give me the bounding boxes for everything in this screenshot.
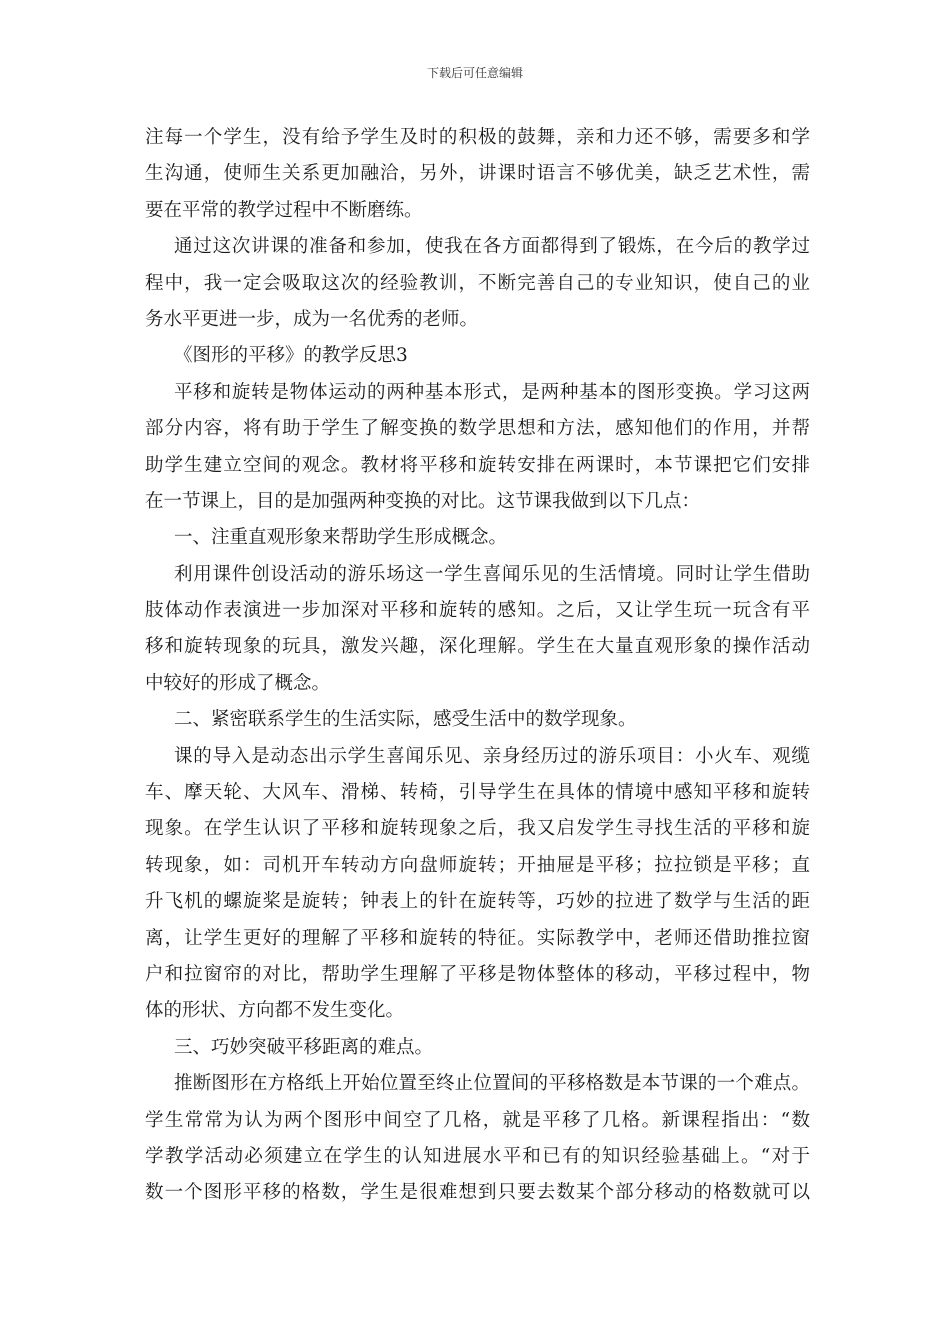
text-line: 学教学活动必须建立在学生的认知进展水平和已有的知识经验基础上。“对于 bbox=[145, 1145, 810, 1167]
text-line: 注每一个学生，没有给予学生及时的积极的鼓舞，亲和力还不够，需要多和学 bbox=[145, 127, 810, 148]
text-line: 课的导入是动态出示学生喜闻乐见、亲身经历过的游乐项目：小火车、观缆 bbox=[174, 745, 810, 767]
section-heading: 三、巧妙突破平移距离的难点。 bbox=[174, 1036, 434, 1058]
page-header: 下载后可任意编辑 bbox=[426, 66, 523, 80]
text-line: 生沟通，使师生关系更加融洽，另外，讲课时语言不够优美，缺乏艺术性，需 bbox=[145, 163, 810, 185]
text-line: 数一个图形平移的格数，学生是很难想到只要去数某个部分移动的格数就可以 bbox=[145, 1182, 810, 1204]
text-line: 体的形状、方向都不发生变化。 bbox=[145, 1000, 405, 1022]
text-line: 移和旋转现象的玩具，激发兴趣，深化理解。学生在大量直观形象的操作活动 bbox=[145, 636, 810, 658]
text-line: 学生常常为认为两个图形中间空了几格，就是平移了几格。新课程指出：“数 bbox=[145, 1109, 810, 1131]
text-line: 助学生建立空间的观念。教材将平移和旋转安排在两课时，本节课把它们安排 bbox=[145, 454, 810, 476]
text-line: 离，让学生更好的理解了平移和旋转的特征。实际教学中，老师还借助推拉窗 bbox=[145, 927, 810, 949]
text-line: 转现象，如：司机开车转动方向盘师旋转；开抽屉是平移；拉拉锁是平移；直 bbox=[145, 854, 810, 876]
text-line: 平移和旋转是物体运动的两种基本形式，是两种基本的图形变换。学习这两 bbox=[174, 381, 810, 403]
text-line: 升飞机的螺旋桨是旋转；钟表上的针在旋转等，巧妙的拉进了数学与生活的距 bbox=[145, 891, 810, 913]
section-heading: 二、紧密联系学生的生活实际，感受生活中的数学现象。 bbox=[174, 709, 637, 731]
text-line: 中较好的形成了概念。 bbox=[145, 672, 331, 694]
document-body bbox=[145, 120, 810, 1212]
text-line: 车、摩天轮、大风车、滑梯、转椅，引导学生在具体的情境中感知平移和旋转 bbox=[145, 782, 810, 804]
text-line: 部分内容，将有助于学生了解变换的数学思想和方法，感知他们的作用，并帮 bbox=[145, 418, 810, 440]
section-heading: 《图形的平移》的教学反思3 bbox=[174, 345, 408, 367]
text-line: 现象。在学生认识了平移和旋转现象之后，我又启发学生寻找生活的平移和旋 bbox=[145, 818, 810, 840]
section-heading: 一、注重直观形象来帮助学生形成概念。 bbox=[174, 527, 508, 549]
text-line: 推断图形在方格纸上开始位置至终止位置间的平移格数是本节课的一个难点。 bbox=[174, 1073, 810, 1095]
text-line: 肢体动作表演进一步加深对平移和旋转的感知。之后，又让学生玩一玩含有平 bbox=[145, 600, 810, 622]
text-line: 务水平更进一步，成为一名优秀的老师。 bbox=[145, 308, 479, 330]
text-line: 在一节课上，目的是加强两种变换的对比。这节课我做到以下几点： bbox=[145, 490, 701, 512]
text-line: 户和拉窗帘的对比，帮助学生理解了平移是物体整体的移动，平移过程中，物 bbox=[145, 963, 810, 985]
text-line: 利用课件创设活动的游乐场这一学生喜闻乐见的生活情境。同时让学生借助 bbox=[174, 563, 810, 585]
text-line: 要在平常的教学过程中不断磨练。 bbox=[145, 199, 423, 221]
text-line: 程中，我一定会吸取这次的经验教训，不断完善自己的专业知识，使自己的业 bbox=[145, 272, 810, 294]
text-line: 通过这次讲课的准备和参加，使我在各方面都得到了锻炼，在今后的教学过 bbox=[174, 236, 810, 258]
